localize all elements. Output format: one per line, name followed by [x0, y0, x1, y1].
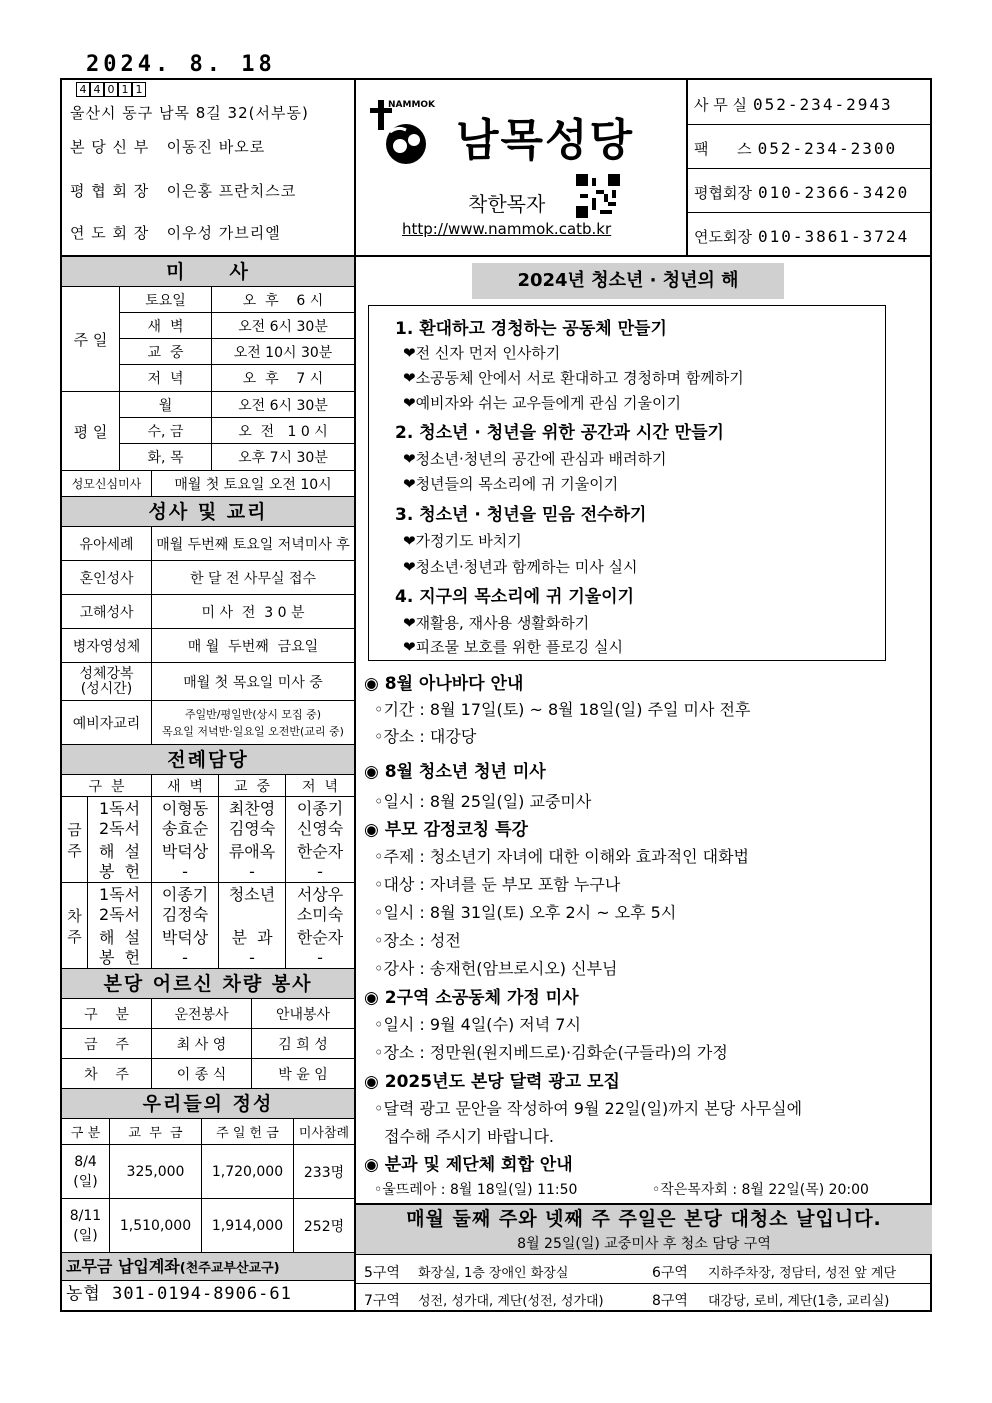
- table-header: 저 녁: [302, 778, 338, 795]
- announcement-title: ◉ 분과 및 제단체 회합 안내: [364, 1155, 573, 1175]
- assignee: 서상우 소미숙: [296, 884, 344, 924]
- sacrament-info: 주일반/평일반(상시 모집 중) 목요일 저녁반·일요일 오전반(교리 중): [162, 707, 344, 738]
- mass-title: 미 사: [62, 257, 354, 287]
- role-label: 1독서 2독서: [98, 798, 141, 838]
- announcement-line: ◦장소 : 성전: [374, 931, 461, 950]
- announcement-line: ◦일시 : 8월 25일(일) 교중미사: [374, 792, 592, 811]
- announcement-line: ◦장소 : 대강당: [374, 727, 477, 746]
- assignee: 최찬영 김영숙: [219, 797, 286, 840]
- mass-day: 교 중: [120, 339, 212, 364]
- announcement-line: ◦일시 : 9월 4일(수) 저녁 7시: [374, 1015, 581, 1034]
- table-header: 구 분: [62, 1119, 110, 1144]
- announcement-title: ◉ 2구역 소공동체 가정 미사: [364, 988, 579, 1008]
- assignee: 류애옥 -: [219, 840, 286, 883]
- pastor: 본 당 신 부 이동진 바오로: [70, 138, 266, 156]
- mass-time: 오 후 6 시: [242, 292, 324, 309]
- mass-time: 오후 7시 30분: [238, 450, 328, 466]
- prayer-president: 연 도 회 장 이우성 가브리엘: [70, 224, 281, 242]
- theme-item: ❤청소년·청년의 공간에 관심과 배려하기: [403, 450, 667, 468]
- zone-area: 성전, 성가대, 계단(성전, 성가대): [418, 1294, 604, 1309]
- offering-title: 우리들의 정성: [62, 1089, 354, 1119]
- contact-label: 평협회장: [694, 184, 752, 202]
- sacrament-name: 고해성사: [62, 595, 152, 628]
- assignee: 이형동 송효순: [152, 797, 219, 840]
- zip-code: [76, 82, 146, 97]
- zone-label: 6구역: [652, 1265, 688, 1281]
- announcement-title: ◉ 8월 청소년 청년 미사: [364, 762, 546, 782]
- driver: 최 사 영: [152, 1029, 252, 1058]
- theme-item: ❤청소년·청년과 함께하는 미사 실시: [403, 558, 638, 576]
- table-header: 안내봉사: [275, 1006, 331, 1023]
- marian-mass-label: 성모신심미사: [62, 471, 152, 496]
- week-label: 금 주: [62, 1029, 152, 1058]
- sacrament-info: 한 달 전 사무실 접수: [190, 570, 316, 587]
- guide: 김 희 성: [278, 1036, 328, 1053]
- assignee: 이종기 신영숙: [296, 798, 344, 838]
- council-phone: 010-2366-3420: [757, 183, 910, 202]
- year-theme-banner: 2024년 청소년 · 청년의 해: [472, 263, 784, 299]
- mass-day: 화, 목: [120, 444, 212, 470]
- sacrament-name: 혼인성사: [62, 561, 152, 594]
- theme-item: ❤전 신자 먼저 인사하기: [403, 344, 561, 362]
- sacrament-info: 미 사 전 3 0 분: [201, 604, 305, 621]
- attendance: 252명: [303, 1218, 345, 1235]
- collection-amount: 1,914,000: [202, 1199, 294, 1252]
- sacrament-info: 매월 두번째 토요일 저녁미사 후: [156, 536, 350, 553]
- meeting-info: ◦작은목자회 : 8월 22일(목) 20:00: [652, 1182, 869, 1198]
- mass-time: 오 전 1 0 시: [238, 423, 328, 440]
- qr-code-icon: [576, 174, 620, 218]
- mass-day: 저 녁: [120, 365, 212, 391]
- table-header: 새 벽: [152, 775, 219, 796]
- announcement-line: ◦강사 : 송재헌(암브로시오) 신부님: [374, 959, 618, 978]
- parish-motto: 착한목자: [468, 192, 546, 216]
- announcement-title: ◉ 8월 아나바다 안내: [364, 674, 524, 694]
- assignee: 청소년: [219, 883, 286, 926]
- mass-day: 월: [120, 392, 212, 417]
- zone-label: 7구역: [364, 1293, 400, 1309]
- offering-date: 8/11 (일): [62, 1199, 110, 1252]
- theme-item: ❤재활용, 재사용 생활화하기: [403, 614, 590, 632]
- zip-digit: 0: [104, 82, 118, 97]
- zone-label: 5구역: [364, 1265, 400, 1281]
- council-president: 평 협 회 장 이은홍 프란치스코: [70, 182, 297, 200]
- church-name: 남목성당: [456, 115, 635, 166]
- assignee: 박덕상 -: [152, 840, 219, 883]
- mass-day: 토요일: [120, 287, 212, 312]
- meeting-info: ◦울뜨레아 : 8월 18일(일) 11:50: [374, 1182, 578, 1198]
- theme-item: ❤예비자와 쉬는 교우들에게 관심 기울이기: [403, 394, 681, 412]
- contact-label: 사 무 실: [694, 96, 748, 114]
- account-number: 농협 301-0194-8906-61: [66, 1284, 292, 1304]
- sunday-label: 주 일: [62, 287, 120, 391]
- zip-digit: 4: [76, 82, 90, 97]
- driver: 이 종 식: [152, 1059, 252, 1088]
- zone-label: 8구역: [652, 1293, 688, 1309]
- account-diocese: (천주교부산교구): [179, 1261, 280, 1276]
- zone-area: 대강당, 로비, 계단(1층, 교리실): [708, 1294, 890, 1309]
- theme-point: 2. 청소년 · 청년을 위한 공간과 시간 만들기: [395, 423, 724, 443]
- account-label: [62, 1253, 354, 1281]
- table-header: 운전봉사: [152, 999, 252, 1028]
- mass-time: 오전 6시 30분: [238, 397, 328, 414]
- dues-amount: 325,000: [110, 1145, 202, 1198]
- announcement-title: ◉ 부모 감정코칭 특강: [364, 820, 528, 840]
- sacrament-info: 매 월 두번째 금요일: [187, 638, 319, 655]
- theme-point: 1. 환대하고 경청하는 공동체 만들기: [395, 319, 667, 339]
- zip-digit: 4: [90, 82, 104, 97]
- sacrament-info: 매월 첫 목요일 미사 중: [183, 674, 323, 691]
- sacrament-name: 예비자교리: [62, 701, 152, 744]
- next-week-label: 차 주: [62, 883, 88, 968]
- fax-number: 052-234-2300: [757, 139, 898, 158]
- role-label: 해 설 봉 헌: [98, 927, 141, 967]
- table-header: 구 분: [62, 999, 152, 1028]
- assignee: 박덕상 -: [152, 926, 219, 969]
- table-header: 미사참례: [298, 1126, 350, 1141]
- bulletin-frame: [60, 78, 932, 1312]
- theme-point: 3. 청소년 · 청년을 믿음 전수하기: [395, 505, 647, 525]
- theme-item: ❤청년들의 목소리에 귀 기울이기: [403, 475, 619, 493]
- mass-day: 새 벽: [120, 313, 212, 338]
- liturgy-title: 전례담당: [62, 745, 354, 775]
- dues-amount: 1,510,000: [110, 1199, 202, 1252]
- zone-area: 화장실, 1층 장애인 화장실: [418, 1266, 569, 1281]
- cleaning-title: 매월 둘째 주와 넷째 주 주일은 본당 대청소 날입니다.: [356, 1205, 932, 1233]
- zip-digit: 1: [118, 82, 132, 97]
- vehicle-title: 본당 어르신 차량 봉사: [62, 969, 354, 999]
- table-header: 구 분: [62, 775, 152, 796]
- announcement-line: 접수해 주시기 바랍니다.: [374, 1127, 554, 1146]
- cleaning-subtitle: 8월 25일(일) 교중미사 후 청소 담당 구역: [356, 1233, 932, 1255]
- guide: 박 윤 임: [278, 1066, 328, 1083]
- sacraments-title: 성사 및 교리: [62, 497, 354, 527]
- attendance: 233명: [303, 1164, 345, 1181]
- assignee: 한순자 -: [296, 841, 344, 881]
- office-phone: 052-234-2943: [753, 95, 893, 114]
- cleaning-zone-row: [356, 1284, 932, 1312]
- cleaning-zone-row: [356, 1256, 932, 1284]
- mass-time: 오전 6시 30분: [238, 318, 328, 335]
- role-label: 해 설 봉 헌: [98, 841, 141, 881]
- theme-item: ❤가정기도 바치기: [403, 532, 522, 550]
- assignee: 이종기 김정숙: [152, 883, 219, 926]
- assignee: 분 과 -: [219, 926, 286, 969]
- mass-day: 수, 금: [120, 418, 212, 443]
- weekday-label: 평 일: [62, 392, 120, 470]
- website-link[interactable]: http://www.nammok.catb.kr: [402, 220, 612, 238]
- mass-time: 오 후 7 시: [242, 371, 324, 387]
- bulletin-date: 2024. 8. 18: [86, 52, 276, 77]
- marian-mass-time: 매월 첫 토요일 오전 10시: [174, 476, 332, 493]
- this-week-label: 금 주: [62, 797, 88, 882]
- announcement-line: ◦주제 : 청소년기 자녀에 대한 이해와 효과적인 대화법: [374, 847, 750, 866]
- account-title: 교무금 납입계좌: [66, 1257, 180, 1276]
- contact-label: 연도회장: [694, 228, 752, 246]
- table-header: 교 무 금: [110, 1119, 202, 1144]
- table-header: 교 중: [219, 775, 286, 796]
- announcement-line: ◦장소 : 정만원(원지베드로)·김화순(구들라)의 가정: [374, 1043, 728, 1062]
- role-label: 1독서 2독서: [98, 884, 141, 924]
- theme-item: ❤소공동체 안에서 서로 환대하고 경청하며 함께하기: [403, 369, 744, 387]
- announcement-line: ◦달력 광고 문안을 작성하여 9월 22일(일)까지 본당 사무실에: [374, 1099, 803, 1118]
- table-header: 주 일 헌 금: [202, 1119, 294, 1144]
- zip-digit: 1: [132, 82, 146, 97]
- theme-box: [368, 305, 886, 661]
- contact-label: 팩 스: [694, 140, 752, 158]
- week-label: 차 주: [62, 1059, 152, 1088]
- sacrament-name: 유아세례: [62, 527, 152, 560]
- sacrament-name: 성체강복 (성시간): [62, 663, 152, 700]
- announcement-title: ◉ 2025년도 본당 달력 광고 모집: [364, 1072, 620, 1092]
- sacrament-name: 병자영성체: [62, 629, 152, 662]
- offering-date: 8/4 (일): [62, 1145, 110, 1198]
- theme-point: 4. 지구의 목소리에 귀 기울이기: [395, 587, 635, 607]
- announcement-line: ◦대상 : 자녀를 둔 부모 포함 누구나: [374, 875, 621, 894]
- collection-amount: 1,720,000: [202, 1145, 294, 1198]
- theme-item: ❤피조물 보호를 위한 플로깅 실시: [403, 638, 624, 656]
- logo-small-text: NAMMOK: [388, 100, 436, 110]
- mass-time: 오전 10시 30분: [233, 344, 333, 361]
- left-column: [62, 257, 354, 1307]
- prayer-phone: 010-3861-3724: [757, 227, 910, 246]
- address: 울산시 동구 남목 8길 32(서부동): [70, 104, 309, 122]
- announcement-line: ◦기간 : 8월 17일(토) ~ 8월 18일(일) 주일 미사 전후: [374, 700, 751, 719]
- assignee: 한순자 -: [296, 927, 344, 967]
- zone-area: 지하주차장, 정담터, 성전 앞 계단: [708, 1266, 897, 1281]
- announcement-line: ◦일시 : 8월 31일(토) 오후 2시 ~ 오후 5시: [374, 903, 677, 922]
